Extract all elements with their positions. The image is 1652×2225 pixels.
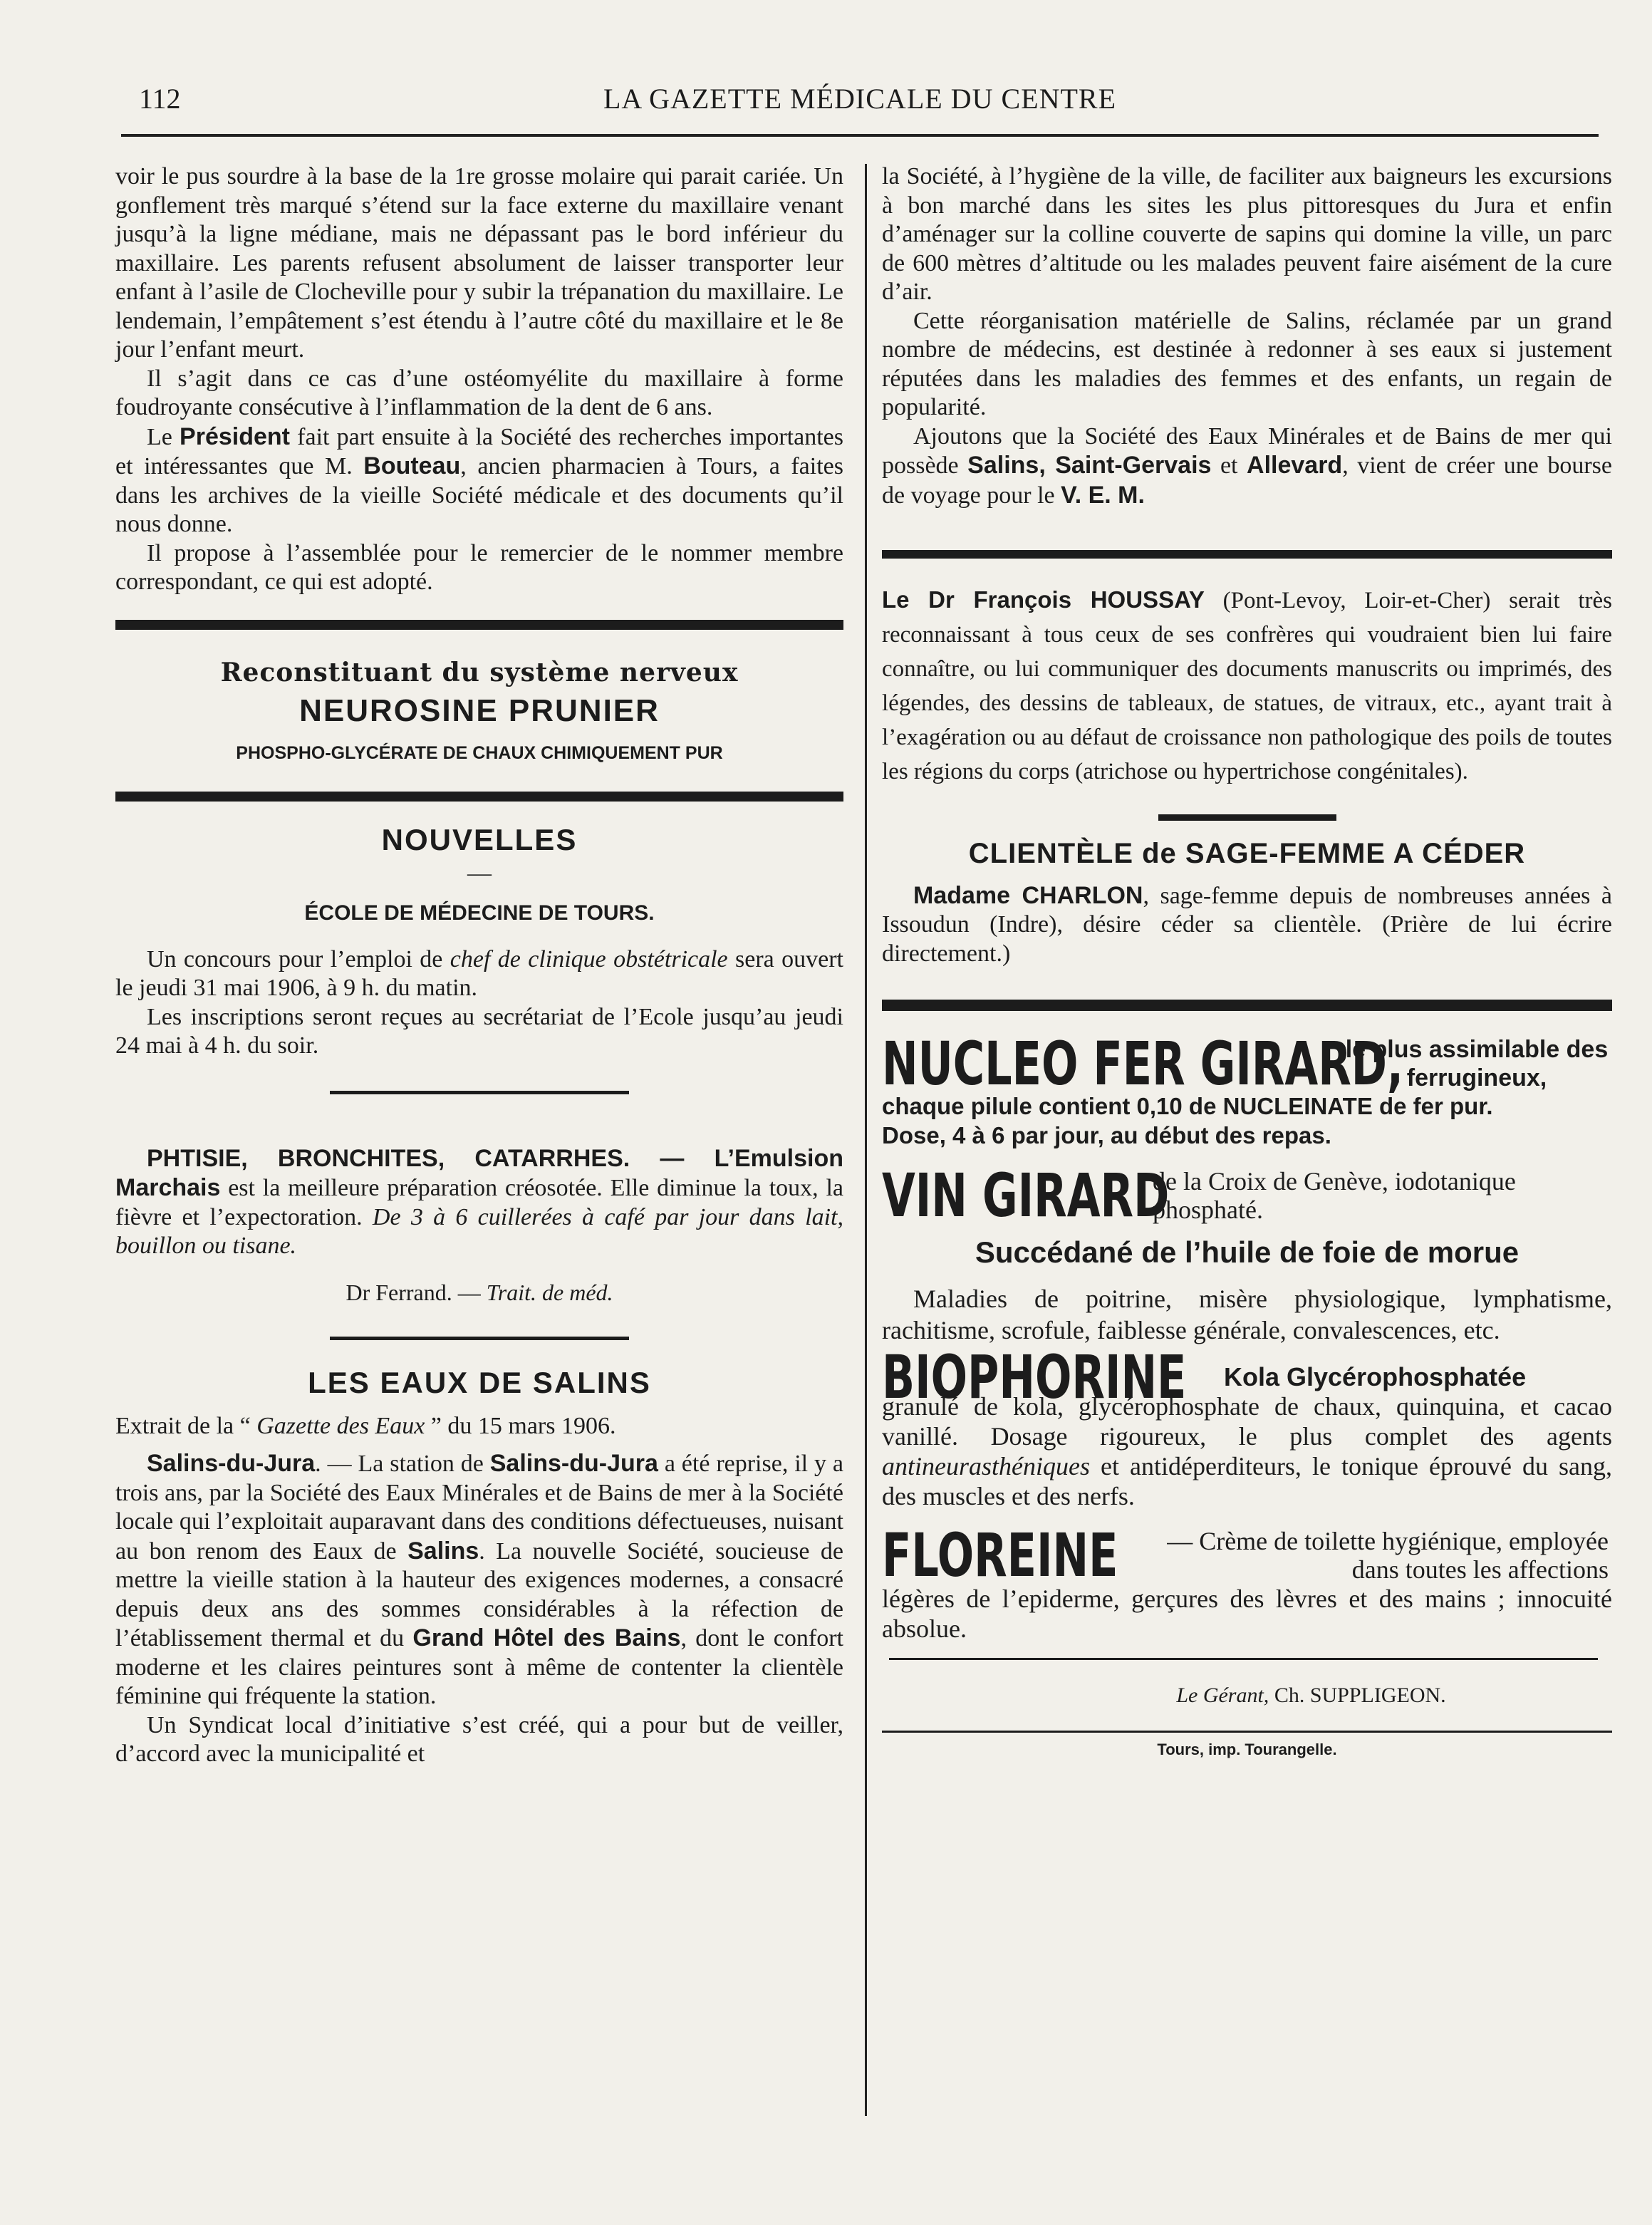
biophorine-description: granulé de kola, glycérophosphate de chaux, quinquina, et cacao vanillé. Dosage rigoureux, le plus complet des agents antineurasthéniques et antidéperditeurs, le tonique éprouvé du sang, des muscles et des nerfs. bbox=[882, 1392, 1612, 1510]
floreine-description: légères de l’epiderme, gerçures des lèvres et des mains ; innocuité absolue. bbox=[882, 1585, 1612, 1643]
case-conclusion: Il s’agit dans ce cas d’une ostéomyélite du maxillaire à forme foudroyante consécutive à l’inflammation de la dent de 6 ans. bbox=[115, 365, 843, 420]
vin-ad bbox=[882, 1160, 1612, 1346]
salins-continuation: la Société, à l’hygiène de la ville, de faciliter aux baigneurs les excursions à bon marché dans les sites les plus pittoresques du Jura et enfin d’aménager sur la colline couverte de sapins qui domine la ville, un parc de 600 mètres d’altitude ou les malades peuvent faire aisément de la cure d’air. bbox=[882, 163, 1612, 305]
left-column bbox=[115, 162, 843, 1769]
vin-description: Maladies de poitrine, misère physiologique, lymphatisme, rachitisme, scrofule, faiblesse générale, convalescences, etc. bbox=[882, 1284, 1612, 1344]
proposal-paragraph: Il propose à l’assemblée pour le remercier de le nommer membre correspondant, ce qui est adopté. bbox=[115, 539, 843, 595]
nucleo-tagline: le plus assimilable des ferrugineux, bbox=[1345, 1036, 1609, 1091]
phtisie-notice: PHTISIE, BRONCHITES, CATARRHES. — L’Emulsion Marchais est la meilleure préparation créosotée. Elle diminue la toux, la fièvre et l’expectoration. De 3 à 6 cuillerées à café par jour dans lait, bouillon ou tisane. bbox=[115, 1144, 843, 1259]
separator-rule bbox=[330, 1337, 629, 1340]
nucleo-ad bbox=[882, 1028, 1612, 1150]
title-dash: — bbox=[467, 859, 492, 886]
right-column bbox=[882, 162, 1612, 1764]
houssay-notice: Le Dr François HOUSSAY (Pont-Levoy, Loir-et-Cher) serait très reconnaissant à tous ceux de ses confrères qui voudraient bien lui faire connaître, ou lui communiquer des documents manuscrits ou imprimés, des légendes, des dessins de tableaux, de statues, de vitraux, etc., ayant trait à l’exagération ou au défaut de croissance non pathologique des poils de toutes les régions du corps (atrichose ou hypertrichose congénitales). bbox=[882, 586, 1613, 784]
neurosine-tagline: Reconstituant du système nerveux bbox=[220, 657, 739, 688]
president-paragraph: Le Président fait part ensuite à la Société des recherches importantes et intéressantes que M. Bouteau, ancien pharmacien à Tours, a faites dans les archives de la vieille Société médicale et des documents qu’il nous donne. bbox=[115, 422, 843, 537]
salins-title: LES EAUX DE SALINS bbox=[308, 1366, 651, 1399]
syndicat-paragraph: Un Syndicat local d’initiative s’est créé, qui a pour but de veiller, d’accord avec la municipalité et bbox=[115, 1711, 843, 1767]
nucleo-dose: Dose, 4 à 6 par jour, au début des repas. bbox=[882, 1121, 1331, 1148]
nucleo-brand: NUCLEO FER GIRARD, bbox=[882, 1028, 1403, 1099]
neurosine-ad bbox=[115, 658, 843, 768]
neurosine-description: PHOSPHO-GLYCÉRATE DE CHAUX CHIMIQUEMENT PUR bbox=[236, 742, 723, 763]
sage-femme-notice: Madame CHARLON, sage-femme depuis de nombreuses années à Issoudun (Indre), désire céder sa clientèle. (Prière de lui écrire directement.) bbox=[882, 881, 1612, 967]
societe-paragraph: Ajoutons que la Société des Eaux Minérales et de Bains de mer qui possède Salins, Saint-Gervais et Allevard, vient de créer une bourse de voyage pour le V. E. M. bbox=[882, 422, 1612, 509]
vin-subtitle: Succédané de l’huile de foie de morue bbox=[975, 1235, 1519, 1269]
sage-femme-title: CLIENTÈLE de SAGE-FEMME A CÉDER bbox=[968, 838, 1526, 869]
section-rule bbox=[882, 550, 1612, 559]
separator-rule bbox=[1158, 814, 1336, 821]
ecole-title: ÉCOLE DE MÉDECINE DE TOURS. bbox=[304, 901, 655, 925]
section-rule bbox=[115, 620, 843, 630]
footer-rule bbox=[889, 1658, 1598, 1660]
floreine-brand: FLOREINE bbox=[882, 1520, 1118, 1590]
printer-line: Tours, imp. Tourangelle. bbox=[1157, 1740, 1337, 1758]
vin-brand: VIN GIRARD bbox=[882, 1160, 1170, 1230]
page-number: 112 bbox=[139, 83, 181, 115]
page-header bbox=[118, 75, 1602, 118]
header-rule bbox=[121, 134, 1599, 137]
nouvelles-title: NOUVELLES bbox=[381, 823, 578, 856]
vin-tagline: de la Croix de Genève, iodotanique phosphaté. bbox=[1153, 1167, 1516, 1224]
column-divider bbox=[865, 164, 867, 2116]
ecole-concours: Un concours pour l’emploi de chef de clinique obstétricale sera ouvert le jeudi 31 mai 1906, à 9 h. du matin. bbox=[115, 945, 843, 1001]
salins-source: Extrait de la “ Gazette des Eaux ” du 15 mars 1906. bbox=[115, 1412, 616, 1439]
running-title: LA GAZETTE MÉDICALE DU CENTRE bbox=[603, 83, 1116, 115]
reorganisation-paragraph: Cette réorganisation matérielle de Salins, réclamée par un grand nombre de médecins, est destinée à redonner à ses eaux si justement réputées dans les maladies des femmes et des enfants, un regain de popularité. bbox=[882, 307, 1612, 420]
ecole-inscriptions: Les inscriptions seront reçues au secrétariat de l’Ecole jusqu’au jeudi 24 mai à 4 h. du soir. bbox=[115, 1003, 843, 1059]
section-rule bbox=[882, 1000, 1612, 1011]
floreine-tagline: — Crème de toilette hygiénique, employée dans toutes les affections bbox=[1167, 1527, 1609, 1584]
gerant-signature: Le Gérant, Ch. SUPPLIGEON. bbox=[1176, 1684, 1446, 1707]
biophorine-ad bbox=[882, 1342, 1612, 1512]
footer-rule bbox=[882, 1731, 1612, 1733]
section-rule bbox=[115, 792, 843, 802]
biophorine-brand: BIOPHORINE bbox=[882, 1342, 1187, 1412]
floreine-ad bbox=[882, 1520, 1612, 1644]
ferrand-signature: Dr Ferrand. — Trait. de méd. bbox=[346, 1279, 613, 1305]
neurosine-name: NEUROSINE PRUNIER bbox=[299, 693, 660, 728]
nucleo-composition: chaque pilule contient 0,10 de NUCLEINATE de fer pur. bbox=[882, 1093, 1493, 1119]
salins-paragraph: Salins-du-Jura. — La station de Salins-du-Jura a été reprise, il y a trois ans, par la Société des Eaux Minérales et de Bains de mer à la Société locale qui l’exploitait auparavant dans des conditions défectueuses, nuisant au bon renom des Eaux de Salins. La nouvelle Société, soucieuse de mettre la vieille station à la hauteur des exigences modernes, a consacré depuis deux ans des sommes considérables à la réfection de l’établissement thermal et du Grand Hôtel des Bains, dont le confort moderne et les claires peintures sont à même de contenter la clientèle féminine qui fréquente la station. bbox=[115, 1450, 843, 1709]
biophorine-tagline: Kola Glycérophosphatée bbox=[1224, 1362, 1527, 1391]
case-paragraph: voir le pus sourdre à la base de la 1re grosse molaire qui parait cariée. Un gonflement très marqué s’étend sur la face externe du maxillaire venant jusqu’à la ligne médiane, mais ne dépassant pas le bord inférieur du maxillaire. Les parents refusent absolument de laisser transporter leur enfant à l’asile de Clocheville pour y subir la trépanation du maxillaire. Le lendemain, l’empâtement s’est étendu à l’autre côté du maxillaire et le 8e jour l’enfant meurt. bbox=[115, 163, 843, 363]
separator-rule bbox=[330, 1091, 629, 1094]
